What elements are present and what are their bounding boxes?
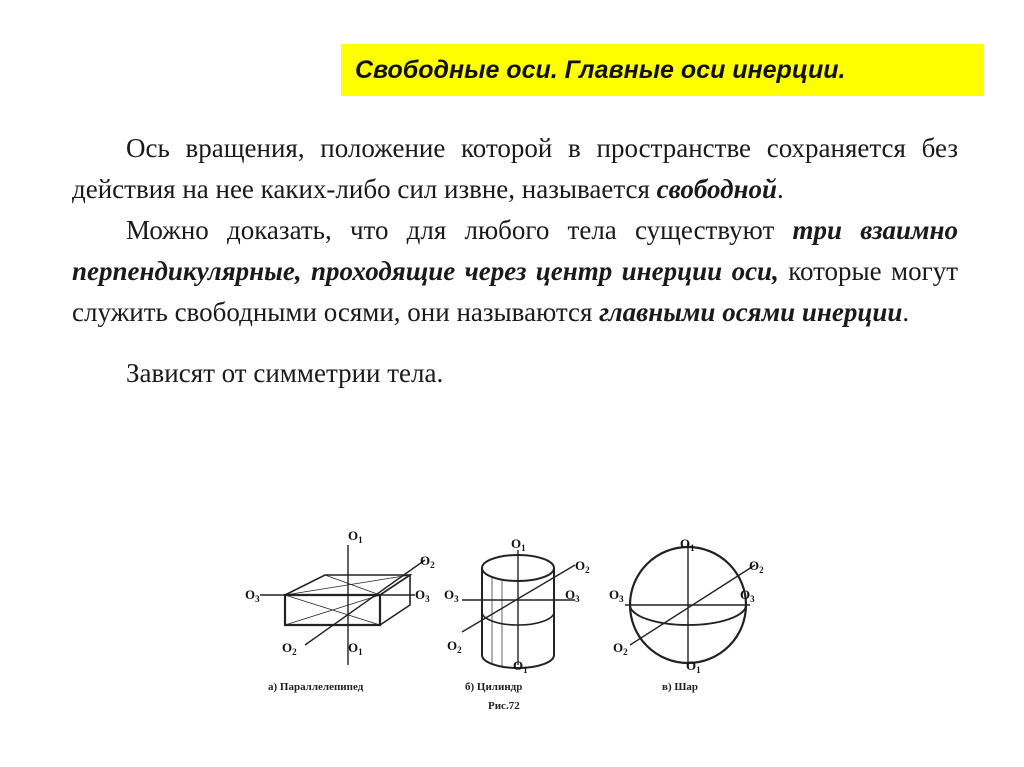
label-o2-bottom-c: $O_2$ xyxy=(613,640,628,657)
label-o1-bottom-b: $O_1$ xyxy=(513,658,528,675)
para1-text: Ось вращения, положение которой в пространстве сохраняется без действия на нее каких-либо сил извне, называется xyxy=(72,133,958,204)
label-o1-top-b: $O_1$ xyxy=(511,536,526,553)
label-o3-left-a: $O_3$ xyxy=(245,587,260,604)
label-o2-a: $O_2$ xyxy=(420,553,435,570)
para2-emphasis-2: главными осями инерции xyxy=(599,297,903,327)
label-o1-top-a: $O_1$ xyxy=(348,528,363,545)
paragraph-principal-axes xyxy=(72,210,958,333)
para2-end: . xyxy=(902,297,910,327)
parallelepiped-axis-o2 xyxy=(305,560,425,645)
paragraph-symmetry: Зависят от симметрии тела. xyxy=(126,358,444,388)
figure-number: Рис.72 xyxy=(488,700,520,712)
title-banner xyxy=(341,44,984,96)
parallelepiped-side-face xyxy=(380,575,410,625)
para2-pre: Можно доказать, что для любого тела существуют xyxy=(126,215,793,245)
label-o3-left-b: $O_3$ xyxy=(444,587,459,604)
label-o3-right-a: $O_3$ xyxy=(415,587,430,604)
body-text xyxy=(72,128,958,394)
paragraph-free-axis xyxy=(72,128,958,210)
axes-figure xyxy=(230,520,790,720)
sphere-diagram xyxy=(625,542,755,668)
label-o1-bottom-c: $O_1$ xyxy=(686,658,701,675)
para2-emphasis-1: три взаимно перпендикулярные, проходящие через центр инерции оси, xyxy=(72,215,958,286)
caption-parallelepiped: а) Параллелепипед xyxy=(268,681,364,693)
caption-cylinder: б) Цилиндр xyxy=(465,681,523,693)
para1-emphasis: свободной xyxy=(656,174,778,204)
label-o2-c: $O_2$ xyxy=(749,558,764,575)
cylinder-diagram xyxy=(462,550,575,668)
label-o3-left-c: $O_3$ xyxy=(609,587,624,604)
label-o2-bottom-b: $O_2$ xyxy=(447,638,462,655)
label-o3-right-c: $O_3$ xyxy=(740,587,755,604)
para2-mid: которые могут служить свободными осями, они называются xyxy=(72,256,959,327)
slide-title: Свободные оси. Главные оси инерции. xyxy=(355,55,846,84)
label-o2-bottom-a: $O_2$ xyxy=(282,640,297,657)
caption-sphere: в) Шар xyxy=(662,681,699,693)
label-o2-b: $O_2$ xyxy=(575,558,590,575)
label-o1-bottom-a: $O_1$ xyxy=(348,640,363,657)
para1-end: . xyxy=(777,174,784,204)
label-o3-right-b: $O_3$ xyxy=(565,587,580,604)
label-o1-top-c: $O_1$ xyxy=(680,536,695,553)
